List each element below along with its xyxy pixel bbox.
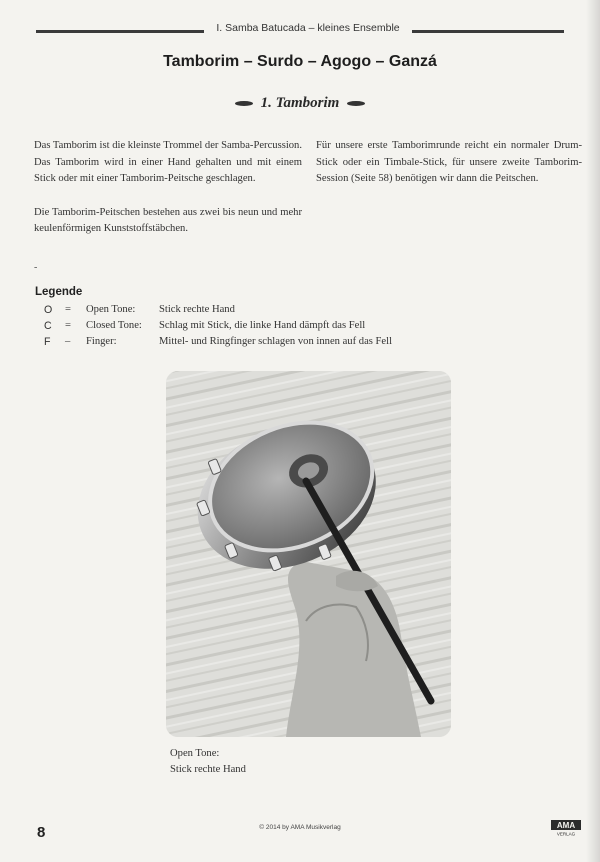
header-rule-left xyxy=(36,30,204,33)
intro-left-column xyxy=(34,138,302,255)
legend-name: Closed Tone: xyxy=(86,320,142,331)
caption-line-2: Stick rechte Hand xyxy=(170,764,246,775)
legend-separator: – xyxy=(65,336,71,347)
legend-abbr: C xyxy=(44,320,52,332)
legend-name: Open Tone: xyxy=(86,304,136,315)
legend-desc: Stick rechte Hand xyxy=(159,304,235,315)
publisher-logo xyxy=(551,820,581,836)
intro-paragraph-2: Die Tamborim-Peitschen bestehen aus zwei bis neun und mehr keulenförmigen Kunststoffstäbchen. xyxy=(34,206,302,234)
svg-text:AMA: AMA xyxy=(556,821,576,831)
section-label: I. Samba Batucada – kleines Ensemble xyxy=(216,22,400,34)
photo-caption xyxy=(170,746,246,778)
page-edge-shadow xyxy=(586,0,600,862)
legend-separator: = xyxy=(65,320,71,331)
page-number: 8 xyxy=(37,824,46,841)
copyright-notice: © 2014 by AMA Musikverlag xyxy=(259,824,341,831)
legend-desc: Mittel- und Ringfinger schlagen von innen auf das Fell xyxy=(159,336,393,347)
legend-desc: Schlag mit Stick, die linke Hand dämpft das Fell xyxy=(159,320,366,331)
legend-separator: = xyxy=(65,304,71,315)
page-title: Tamborim – Surdo – Agogo – Ganzá xyxy=(163,53,437,70)
legend-name: Finger: xyxy=(86,336,117,347)
sub-heading-text: 1. Tamborim xyxy=(260,95,340,111)
intro-paragraph-3: Für unsere erste Tamborimrunde reicht ein normaler Drum-Stick oder ein Timbale-Stick, für unsere zweite Tamborim-Session (Seite 58) benötigen wir dann die Peitschen. xyxy=(316,140,582,184)
legend-abbr: F xyxy=(44,336,51,348)
caption-line-1: Open Tone: xyxy=(170,748,220,759)
stray-mark: - xyxy=(34,262,38,273)
intro-paragraph-1: Das Tamborim ist die kleinste Trommel der Samba-Percussion. Das Tamborim wird in einer Hand gehalten und mit einem Stick oder mit einer Tamborim-Peitsche geschlagen. xyxy=(34,140,302,184)
sub-heading xyxy=(0,94,600,112)
tamborim-photo xyxy=(166,371,451,737)
legend-title: Legende xyxy=(35,286,83,298)
header-rule-right xyxy=(412,30,564,33)
ornament-left-icon xyxy=(235,101,253,106)
legend-abbr: O xyxy=(44,304,53,316)
tamborim-photo-illustration xyxy=(166,371,451,737)
ornament-right-icon xyxy=(347,101,365,106)
intro-right-column xyxy=(316,138,582,205)
svg-text:VERLAG: VERLAG xyxy=(556,831,576,836)
publisher-logo-icon xyxy=(551,820,581,836)
